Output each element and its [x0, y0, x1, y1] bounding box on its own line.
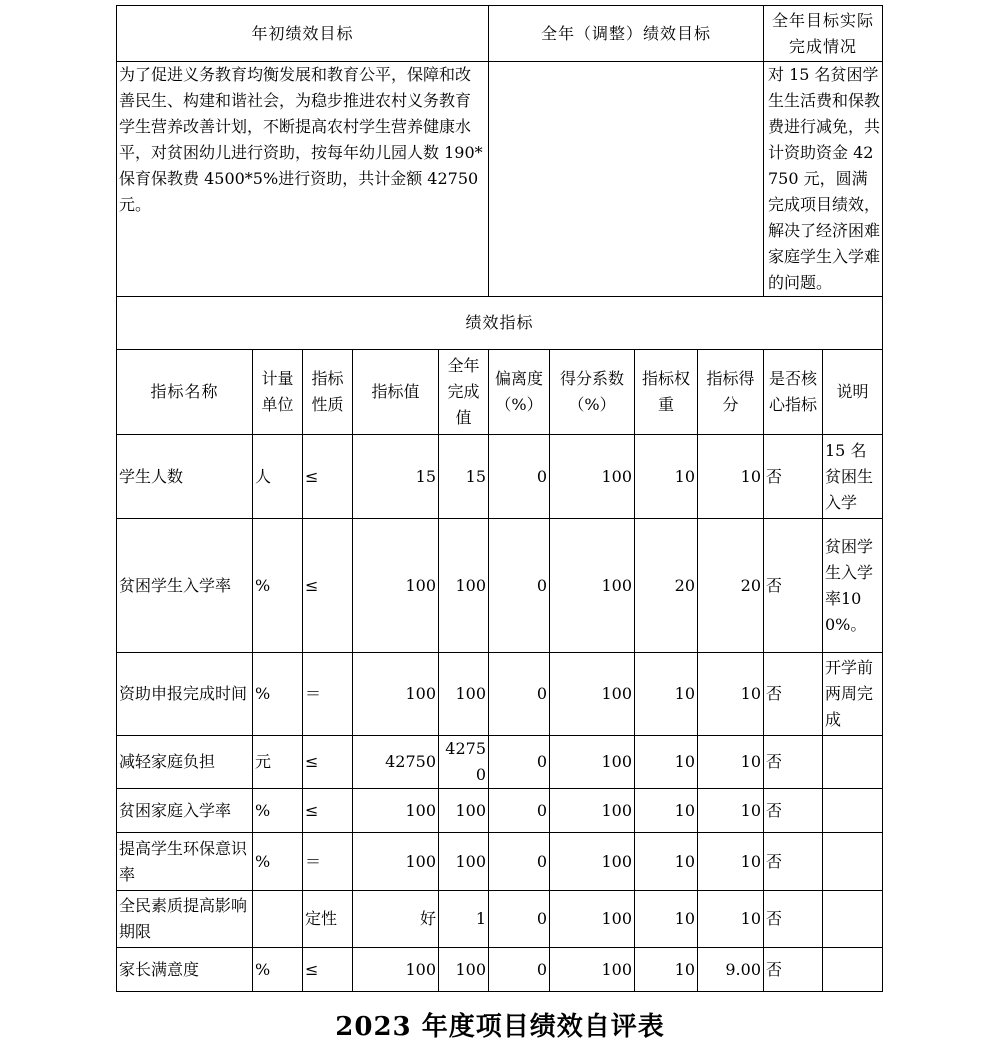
header-adjusted-goal: 全年（调整）绩效目标 — [489, 6, 764, 62]
col-header-name: 指标名称 — [117, 350, 253, 435]
indicator-note — [823, 948, 883, 992]
indicator-nature: ＝ — [303, 833, 353, 891]
col-header-target: 指标值 — [353, 350, 439, 435]
col-header-weight: 指标权重 — [635, 350, 698, 435]
indicator-core: 否 — [764, 519, 823, 653]
indicator-weight: 10 — [635, 948, 698, 992]
indicator-score: 10 — [698, 736, 764, 789]
indicator-target: 42750 — [353, 736, 439, 789]
indicator-note — [823, 891, 883, 948]
indicator-target: 好 — [353, 891, 439, 948]
indicator-note — [823, 736, 883, 789]
indicator-score: 10 — [698, 653, 764, 736]
indicator-weight: 10 — [635, 789, 698, 833]
indicator-nature: ＝ — [303, 653, 353, 736]
indicator-unit: % — [253, 789, 303, 833]
indicator-unit: % — [253, 519, 303, 653]
actual-completion-text: 对 15 名贫困学生生活费和保教费进行减免，共计资助资金 42750 元，圆满完成项目绩效，解决了经济困难家庭学生入学难的问题。 — [764, 62, 883, 297]
indicator-weight: 10 — [635, 833, 698, 891]
indicator-core: 否 — [764, 736, 823, 789]
indicator-core: 否 — [764, 789, 823, 833]
indicator-unit: 人 — [253, 435, 303, 519]
indicator-target: 100 — [353, 653, 439, 736]
indicator-core: 否 — [764, 653, 823, 736]
indicator-name: 减轻家庭负担 — [117, 736, 253, 789]
table-row — [117, 891, 883, 948]
col-header-core: 是否核心指标 — [764, 350, 823, 435]
col-header-deviation: 偏离度（%） — [489, 350, 550, 435]
indicator-unit: % — [253, 948, 303, 992]
indicator-coefficient: 100 — [550, 519, 635, 653]
indicator-coefficient: 100 — [550, 948, 635, 992]
indicator-deviation: 0 — [489, 833, 550, 891]
indicator-name: 资助申报完成时间 — [117, 653, 253, 736]
indicator-unit: % — [253, 653, 303, 736]
indicator-core: 否 — [764, 833, 823, 891]
indicator-deviation: 0 — [489, 519, 550, 653]
indicator-weight: 10 — [635, 736, 698, 789]
indicator-unit — [253, 891, 303, 948]
indicator-score: 10 — [698, 891, 764, 948]
indicator-actual: 1 — [439, 891, 489, 948]
indicator-coefficient: 100 — [550, 891, 635, 948]
col-header-score: 指标得分 — [698, 350, 764, 435]
indicator-deviation: 0 — [489, 789, 550, 833]
indicator-nature: ≤ — [303, 736, 353, 789]
indicator-nature: ≤ — [303, 789, 353, 833]
document-title: 2023 年度项目绩效自评表 — [335, 1012, 665, 1042]
indicator-core: 否 — [764, 948, 823, 992]
indicator-score: 10 — [698, 435, 764, 519]
header-actual-completion: 全年目标实际完成情况 — [764, 6, 883, 62]
indicators-section-title: 绩效指标 — [117, 297, 883, 350]
indicator-name: 全民素质提高影响期限 — [117, 891, 253, 948]
col-header-nature: 指标性质 — [303, 350, 353, 435]
indicator-deviation: 0 — [489, 653, 550, 736]
indicator-nature: ≤ — [303, 519, 353, 653]
indicator-actual: 15 — [439, 435, 489, 519]
table-row — [117, 435, 883, 519]
adjusted-goal-text — [489, 62, 764, 297]
indicator-deviation: 0 — [489, 948, 550, 992]
indicator-name: 贫困家庭入学率 — [117, 789, 253, 833]
indicator-score: 9.00 — [698, 948, 764, 992]
indicator-weight: 20 — [635, 519, 698, 653]
indicator-unit: % — [253, 833, 303, 891]
table-row — [117, 519, 883, 653]
indicator-target: 100 — [353, 833, 439, 891]
indicator-note: 开学前两周完成 — [823, 653, 883, 736]
indicator-actual: 100 — [439, 789, 489, 833]
table-row — [117, 653, 883, 736]
indicator-note — [823, 789, 883, 833]
indicator-nature: ≤ — [303, 435, 353, 519]
table-row — [117, 948, 883, 992]
indicator-core: 否 — [764, 891, 823, 948]
indicator-deviation: 0 — [489, 891, 550, 948]
header-initial-goal: 年初绩效目标 — [117, 6, 489, 62]
indicator-name: 提高学生环保意识率 — [117, 833, 253, 891]
indicator-coefficient: 100 — [550, 653, 635, 736]
indicator-weight: 10 — [635, 653, 698, 736]
col-header-unit: 计量单位 — [253, 350, 303, 435]
indicator-target: 100 — [353, 789, 439, 833]
indicator-actual: 42750 — [439, 736, 489, 789]
indicator-unit: 元 — [253, 736, 303, 789]
indicator-note: 贫困学生入学率100%。 — [823, 519, 883, 653]
indicator-deviation: 0 — [489, 435, 550, 519]
indicator-score: 10 — [698, 789, 764, 833]
indicator-coefficient: 100 — [550, 789, 635, 833]
indicator-coefficient: 100 — [550, 833, 635, 891]
indicator-score: 10 — [698, 833, 764, 891]
table-row — [117, 789, 883, 833]
indicator-actual: 100 — [439, 653, 489, 736]
indicator-deviation: 0 — [489, 736, 550, 789]
indicator-target: 15 — [353, 435, 439, 519]
indicator-target: 100 — [353, 519, 439, 653]
col-header-actual: 全年完成值 — [439, 350, 489, 435]
table-row — [117, 736, 883, 789]
performance-table — [116, 5, 883, 992]
indicator-nature: ≤ — [303, 948, 353, 992]
col-header-coefficient: 得分系数（%） — [550, 350, 635, 435]
indicator-nature: 定性 — [303, 891, 353, 948]
indicator-coefficient: 100 — [550, 736, 635, 789]
indicator-core: 否 — [764, 435, 823, 519]
indicator-name: 学生人数 — [117, 435, 253, 519]
indicator-target: 100 — [353, 948, 439, 992]
indicator-actual: 100 — [439, 833, 489, 891]
table-row — [117, 833, 883, 891]
indicator-actual: 100 — [439, 519, 489, 653]
indicator-name: 贫困学生入学率 — [117, 519, 253, 653]
indicator-weight: 10 — [635, 891, 698, 948]
indicator-note — [823, 833, 883, 891]
indicator-score: 20 — [698, 519, 764, 653]
indicator-actual: 100 — [439, 948, 489, 992]
indicator-coefficient: 100 — [550, 435, 635, 519]
indicator-name: 家长满意度 — [117, 948, 253, 992]
indicator-note: 15 名贫困生入学 — [823, 435, 883, 519]
col-header-note: 说明 — [823, 350, 883, 435]
indicator-weight: 10 — [635, 435, 698, 519]
initial-goal-text: 为了促进义务教育均衡发展和教育公平，保障和改善民生、构建和谐社会，为稳步推进农村义务教育学生营养改善计划，不断提高农村学生营养健康水平，对贫困幼儿进行资助，按每年幼儿园人数 190*保育保教费 4500*5%进行资助，共计金额 42750 元。 — [117, 62, 489, 297]
